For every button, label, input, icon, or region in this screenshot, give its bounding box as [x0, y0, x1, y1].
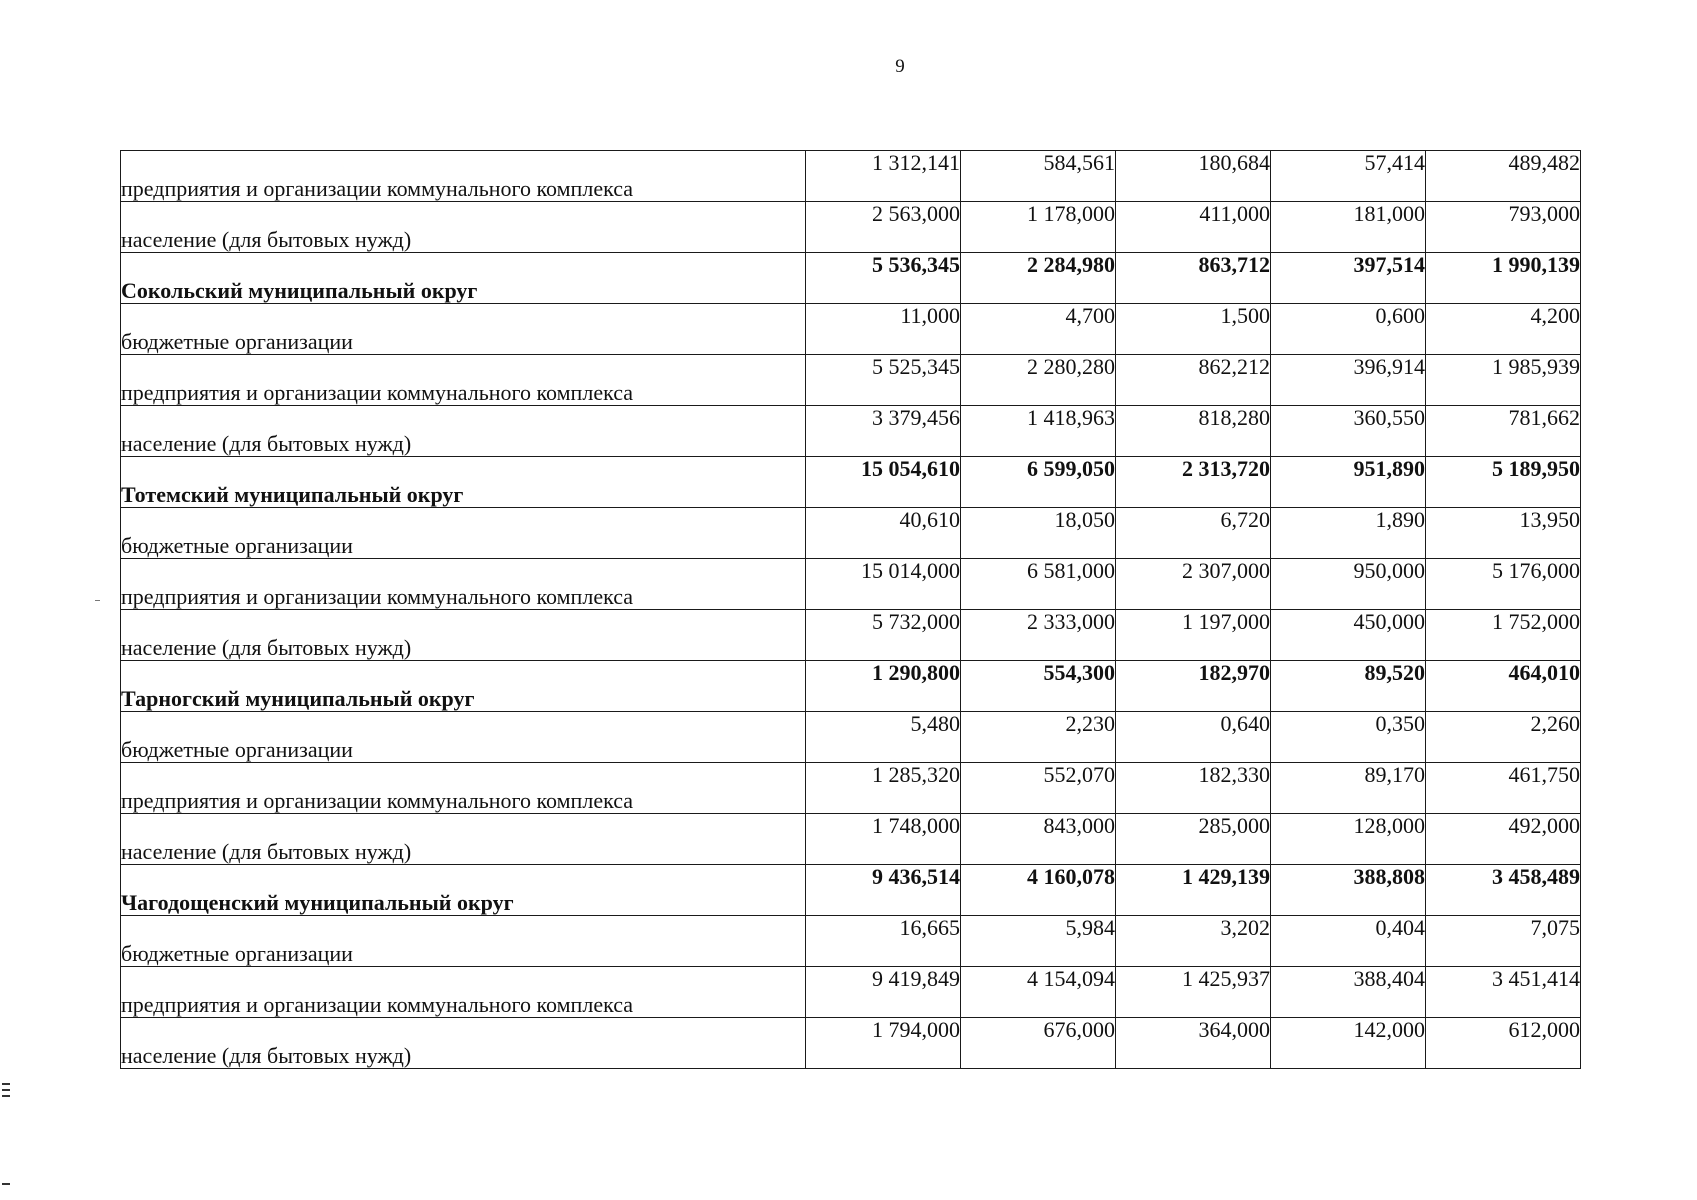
table-body [121, 151, 1581, 1069]
margin-mark [2, 1089, 10, 1091]
value-cell: 818,280 [1116, 406, 1271, 457]
value-cell: 676,000 [961, 1018, 1116, 1069]
value-cell: 793,000 [1426, 202, 1581, 253]
table-row [121, 967, 1581, 1018]
value-cell: 15 014,000 [806, 559, 961, 610]
value-cell: 180,684 [1116, 151, 1271, 202]
value-cell: 57,414 [1271, 151, 1426, 202]
table-row [121, 916, 1581, 967]
table-row [121, 814, 1581, 865]
value-cell: 128,000 [1271, 814, 1426, 865]
value-cell: 1 425,937 [1116, 967, 1271, 1018]
row-label: предприятия и организации коммунального комплекса [121, 967, 806, 1018]
row-label: население (для бытовых нужд) [121, 406, 806, 457]
value-cell: 5 732,000 [806, 610, 961, 661]
district-total-row [121, 865, 1581, 916]
value-cell: 1 312,141 [806, 151, 961, 202]
value-cell: 554,300 [961, 661, 1116, 712]
value-cell: 1,500 [1116, 304, 1271, 355]
value-cell: 2 333,000 [961, 610, 1116, 661]
row-label: бюджетные организации [121, 712, 806, 763]
row-label: Тарногский муниципальный округ [121, 661, 806, 712]
value-cell: 1 197,000 [1116, 610, 1271, 661]
value-cell: 2 280,280 [961, 355, 1116, 406]
table-row [121, 406, 1581, 457]
margin-mark [2, 1083, 10, 1085]
value-cell: 2 313,720 [1116, 457, 1271, 508]
margin-mark [2, 1183, 10, 1185]
value-cell: 0,640 [1116, 712, 1271, 763]
value-cell: 1,890 [1271, 508, 1426, 559]
table-row [121, 559, 1581, 610]
table-row [121, 151, 1581, 202]
value-cell: 3,202 [1116, 916, 1271, 967]
value-cell: 4,700 [961, 304, 1116, 355]
value-cell: 6,720 [1116, 508, 1271, 559]
value-cell: 5,984 [961, 916, 1116, 967]
value-cell: 13,950 [1426, 508, 1581, 559]
value-cell: 464,010 [1426, 661, 1581, 712]
value-cell: 388,404 [1271, 967, 1426, 1018]
value-cell: 285,000 [1116, 814, 1271, 865]
value-cell: 1 429,139 [1116, 865, 1271, 916]
value-cell: 3 379,456 [806, 406, 961, 457]
value-cell: 1 985,939 [1426, 355, 1581, 406]
value-cell: 142,000 [1271, 1018, 1426, 1069]
value-cell: 396,914 [1271, 355, 1426, 406]
value-cell: 360,550 [1271, 406, 1426, 457]
value-cell: 584,561 [961, 151, 1116, 202]
value-cell: 364,000 [1116, 1018, 1271, 1069]
row-label: предприятия и организации коммунального комплекса [121, 355, 806, 406]
value-cell: 1 285,320 [806, 763, 961, 814]
value-cell: 950,000 [1271, 559, 1426, 610]
margin-mark [2, 1095, 10, 1097]
value-cell: 4 160,078 [961, 865, 1116, 916]
page-number: 9 [895, 56, 905, 77]
value-cell: 11,000 [806, 304, 961, 355]
value-cell: 89,520 [1271, 661, 1426, 712]
value-cell: 612,000 [1426, 1018, 1581, 1069]
value-cell: 0,350 [1271, 712, 1426, 763]
row-label: предприятия и организации коммунального комплекса [121, 559, 806, 610]
table-row [121, 763, 1581, 814]
table-row [121, 610, 1581, 661]
value-cell: 5 176,000 [1426, 559, 1581, 610]
consumption-table [120, 150, 1581, 1069]
value-cell: 2 284,980 [961, 253, 1116, 304]
row-label: бюджетные организации [121, 508, 806, 559]
value-cell: 461,750 [1426, 763, 1581, 814]
table-row [121, 304, 1581, 355]
value-cell: 9 419,849 [806, 967, 961, 1018]
value-cell: 15 054,610 [806, 457, 961, 508]
value-cell: 40,610 [806, 508, 961, 559]
value-cell: 781,662 [1426, 406, 1581, 457]
value-cell: 489,482 [1426, 151, 1581, 202]
row-label: население (для бытовых нужд) [121, 1018, 806, 1069]
value-cell: 1 748,000 [806, 814, 961, 865]
value-cell: 1 418,963 [961, 406, 1116, 457]
value-cell: 89,170 [1271, 763, 1426, 814]
row-label: Чагодощенский муниципальный округ [121, 865, 806, 916]
district-total-row [121, 661, 1581, 712]
value-cell: 5 525,345 [806, 355, 961, 406]
value-cell: 6 599,050 [961, 457, 1116, 508]
value-cell: 1 290,800 [806, 661, 961, 712]
value-cell: 411,000 [1116, 202, 1271, 253]
value-cell: 181,000 [1271, 202, 1426, 253]
row-label: население (для бытовых нужд) [121, 814, 806, 865]
value-cell: 182,970 [1116, 661, 1271, 712]
table-row [121, 1018, 1581, 1069]
scan-artifact [95, 600, 100, 601]
value-cell: 18,050 [961, 508, 1116, 559]
value-cell: 4 154,094 [961, 967, 1116, 1018]
table-row [121, 355, 1581, 406]
value-cell: 0,600 [1271, 304, 1426, 355]
value-cell: 552,070 [961, 763, 1116, 814]
value-cell: 7,075 [1426, 916, 1581, 967]
value-cell: 1 178,000 [961, 202, 1116, 253]
value-cell: 397,514 [1271, 253, 1426, 304]
value-cell: 492,000 [1426, 814, 1581, 865]
table-row [121, 712, 1581, 763]
value-cell: 5 536,345 [806, 253, 961, 304]
row-label: население (для бытовых нужд) [121, 610, 806, 661]
value-cell: 388,808 [1271, 865, 1426, 916]
district-total-row [121, 457, 1581, 508]
value-cell: 6 581,000 [961, 559, 1116, 610]
table-row [121, 202, 1581, 253]
value-cell: 2 563,000 [806, 202, 961, 253]
value-cell: 9 436,514 [806, 865, 961, 916]
row-label: население (для бытовых нужд) [121, 202, 806, 253]
value-cell: 2,230 [961, 712, 1116, 763]
value-cell: 862,212 [1116, 355, 1271, 406]
table-row [121, 508, 1581, 559]
row-label: Сокольский муниципальный округ [121, 253, 806, 304]
value-cell: 1 752,000 [1426, 610, 1581, 661]
value-cell: 863,712 [1116, 253, 1271, 304]
district-total-row [121, 253, 1581, 304]
value-cell: 2,260 [1426, 712, 1581, 763]
row-label: бюджетные организации [121, 916, 806, 967]
value-cell: 4,200 [1426, 304, 1581, 355]
row-label: предприятия и организации коммунального комплекса [121, 151, 806, 202]
value-cell: 5 189,950 [1426, 457, 1581, 508]
value-cell: 3 458,489 [1426, 865, 1581, 916]
value-cell: 951,890 [1271, 457, 1426, 508]
value-cell: 0,404 [1271, 916, 1426, 967]
value-cell: 2 307,000 [1116, 559, 1271, 610]
value-cell: 843,000 [961, 814, 1116, 865]
row-label: Тотемский муниципальный округ [121, 457, 806, 508]
value-cell: 450,000 [1271, 610, 1426, 661]
value-cell: 16,665 [806, 916, 961, 967]
value-cell: 1 990,139 [1426, 253, 1581, 304]
value-cell: 5,480 [806, 712, 961, 763]
row-label: предприятия и организации коммунального комплекса [121, 763, 806, 814]
value-cell: 1 794,000 [806, 1018, 961, 1069]
value-cell: 182,330 [1116, 763, 1271, 814]
value-cell: 3 451,414 [1426, 967, 1581, 1018]
row-label: бюджетные организации [121, 304, 806, 355]
